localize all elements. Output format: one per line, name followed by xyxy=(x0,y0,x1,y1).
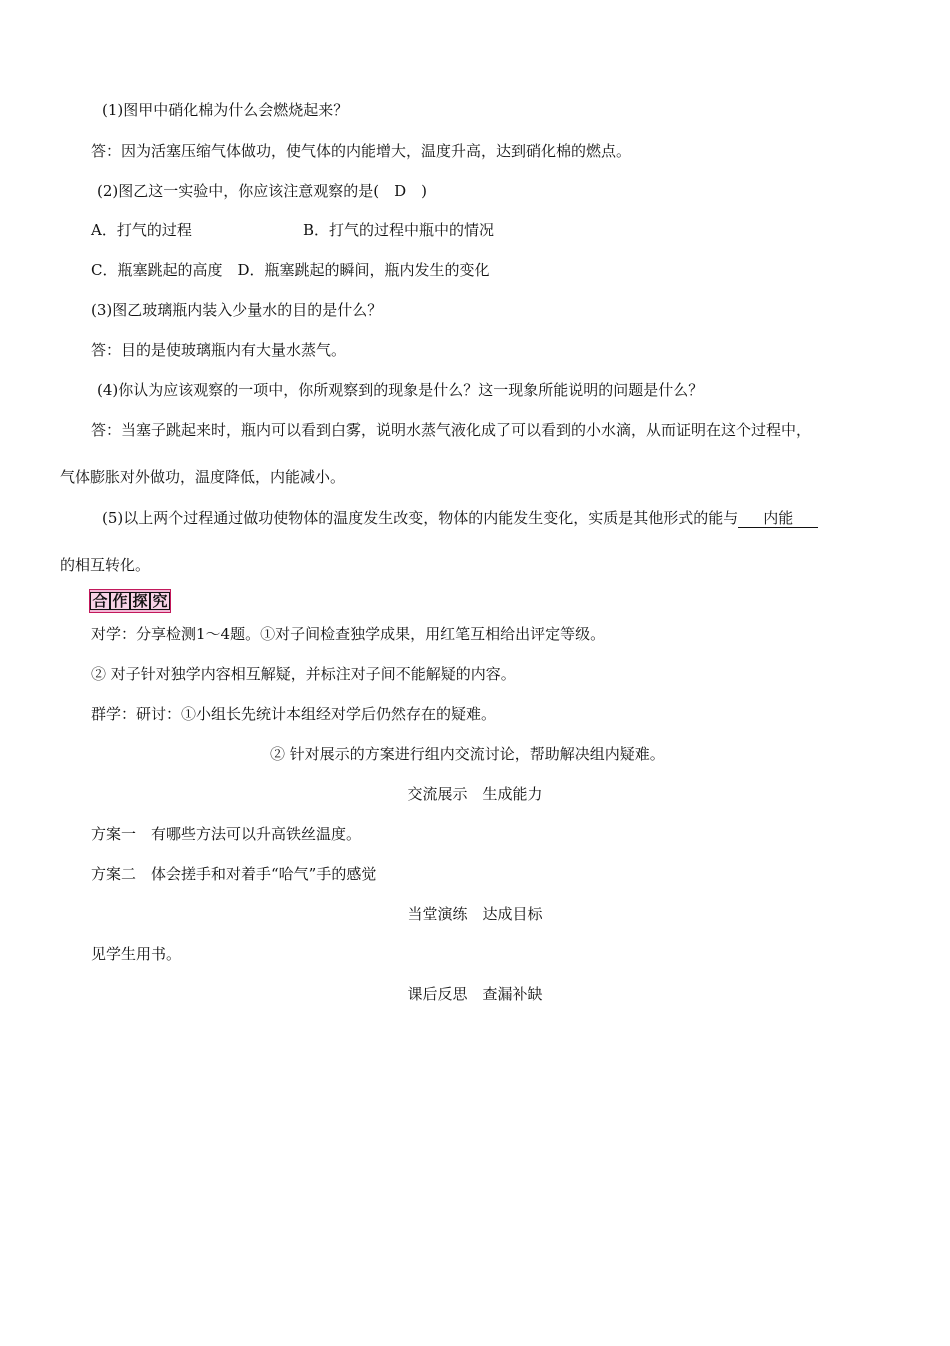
badge-char: 作 xyxy=(112,592,128,610)
answer-1: 答：因为活塞压缩气体做功，使气体的内能增大，温度升高，达到硝化棉的燃点。 xyxy=(91,142,632,160)
options-c-d: C．瓶塞跳起的高度 D．瓶塞跳起的瞬间，瓶内发生的变化 xyxy=(91,261,490,279)
badge-char: 探 xyxy=(132,592,148,610)
practice-heading: 当堂演练 达成目标 xyxy=(407,905,543,923)
question-5-text: (5)以上两个过程通过做功使物体的温度发生改变，物体的内能发生变化，实质是其他形式的能与 xyxy=(102,509,739,527)
badge-char: 究 xyxy=(152,592,168,610)
answer-3: 答：目的是使玻璃瓶内有大量水蒸气。 xyxy=(91,341,347,359)
practice-text: 见学生用书。 xyxy=(91,945,182,963)
question-1: (1)图甲中硝化棉为什么会燃烧起来？ xyxy=(102,101,349,119)
section-badge-cooperation xyxy=(89,589,171,613)
pair-study-line: 对学：分享检测1～4题。①对子间检查独学成果，用红笔互相给出评定等级。 xyxy=(91,625,606,643)
plan-one: 方案一 有哪些方法可以升高铁丝温度。 xyxy=(91,825,362,843)
answer-4-line1: 答：当塞子跳起来时，瓶内可以看到白雾，说明水蒸气液化成了可以看到的小水滴，从而证明在这个过程中， xyxy=(91,421,812,439)
badge-char: 合 xyxy=(92,592,108,610)
option-b: B．打气的过程中瓶中的情况 xyxy=(303,221,495,239)
group-study-line: 群学：研讨：①小组长先统计本组经对学后仍然存在的疑难。 xyxy=(91,705,497,723)
exchange-heading: 交流展示 生成能力 xyxy=(407,785,543,803)
question-3: (3)图乙玻璃瓶内装入少量水的目的是什么？ xyxy=(91,301,383,319)
question-2: (2)图乙这一实验中，你应该注意观察的是( D ) xyxy=(97,182,427,200)
question-5 xyxy=(102,508,818,528)
answer-blank: 内能 xyxy=(738,509,818,528)
question-5-tail: 的相互转化。 xyxy=(60,556,151,574)
group-discuss-line: ② 针对展示的方案进行组内交流讨论，帮助解决组内疑难。 xyxy=(270,745,665,763)
answer-4-line2: 气体膨胀对外做功，温度降低，内能减小。 xyxy=(60,468,346,486)
reflection-heading: 课后反思 查漏补缺 xyxy=(407,985,543,1003)
option-a: A．打气的过程 xyxy=(91,221,192,239)
pair-resolve-line: ② 对子针对独学内容相互解疑，并标注对子间不能解疑的内容。 xyxy=(91,665,516,683)
question-4: (4)你认为应该观察的一项中，你所观察到的现象是什么？这一现象所能说明的问题是什么？ xyxy=(97,381,704,399)
plan-two: 方案二 体会搓手和对着手“哈气”手的感觉 xyxy=(91,865,377,883)
